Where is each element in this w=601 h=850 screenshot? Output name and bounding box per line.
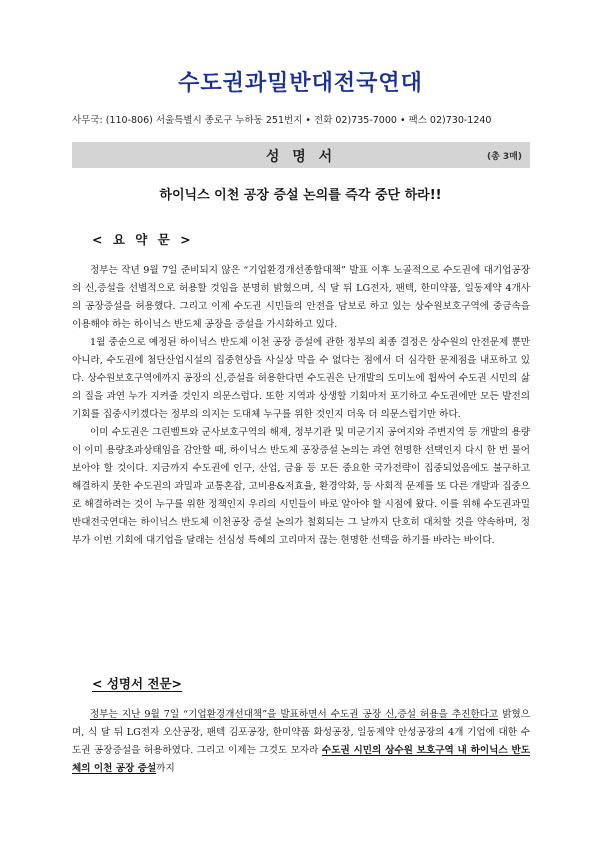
summary-label: < 요 약 문 > <box>92 232 194 247</box>
statement-banner <box>72 142 530 168</box>
underlined-text: 정부는 지난 9월 7일 “기업환경개선대책”을 발표하면서 수도권 공장 신,증설 허용을 추진한다고 <box>90 709 499 720</box>
summary-paragraph: 정부는 작년 9월 7일 준비되지 않은 “기업환경개선종합대책” 발표 이후 노골적으로 수도권에 대기업공장의 신,증설을 선별적으로 허용할 것임을 분명히 밝혔으며, 식 달 뒤 LG전자, 팬텍, 한미약품, 일동제약 4개사의 공장증설을 허용했다. 그리고 이제 수도권 시민들의 안전을 담보로 하고 있는 상수원보호구역에 중금속을 이용해야 하는 하이닉스 반도체 공장을 증설을 가시화하고 있다. <box>72 265 530 330</box>
body-text: 까지 <box>156 763 175 774</box>
summary-paragraph: 이미 수도권은 그린벨트와 군사보호구역의 해제, 정부기관 및 미군기지 공여지와 주변지역 등 개발의 용량이 이미 용량초과상태임을 감안할 때, 하이닉스 반도체 공장증설 논의는 과연 현명한 선택인지 다시 한 번 물어보아야 할 것이다. 지금까지 수도권에 인구, 산업, 금융 등 모든 중요한 국가전략이 집중되었음에도 불구하고 해결하지 못한 수도권의 과밀과 교통혼잡, 고비용&저효율, 환경악화, 등 사회적 문제를 또 다른 개발과 집중으로 해결하려는 것이 누구를 위한 정책인지 우리의 시민들이 바로 알아야 할 시점에 왔다. 이를 위해 수도권과밀반대전국연대는 하이닉스 반도체 이천공장 증설 논의가 철회되는 그 날까지 단호히 대처할 것을 약속하며, 정부가 이번 기회에 대기업을 달래는 선심성 특혜의 고리마저 끊는 현명한 선택을 하기를 바라는 바이다. <box>72 427 530 546</box>
page-count: (총 3매) <box>486 152 522 162</box>
full-text-paragraph <box>72 706 530 778</box>
statement-headline: 하이닉스 이천 공장 증설 논의를 즉각 중단 하라!! <box>159 188 442 203</box>
contact-info: 사무국: (110-806) 서울특별시 종로구 누하동 251번지 • 전화 02)735-7000 • 팩스 02)730-1240 <box>72 115 492 126</box>
body-text: 밝혔으며, 식 달 뒤 LG전자 오산공장, 팬텍 김포공장, 한미약품 화성공장, 일동제약 안성공장의 4개 기업에 대한 수도권 공장증설을 허용하였다. 그리고 이제는 그것도 모자라 <box>72 709 530 756</box>
statement-title: 성 명 서 <box>265 149 337 165</box>
organization-title: 수도권과밀반대전국연대 <box>178 71 423 96</box>
summary-body <box>72 262 530 550</box>
full-text-body <box>72 706 530 778</box>
summary-paragraph: 1월 중순으로 예정된 하이닉스 반도체 이천 공장 증설에 관한 정부의 최종 결정은 상수원의 안전문제 뿐만 아니라, 수도권에 첨단산업시설의 집중현상을 사실상 막을 수 없다는 점에서 더 심각한 문제점을 내포하고 있다. 상수원보호구역에까지 공장의 신,증설을 허용한다면 수도권은 난개발의 도미노에 휩싸여 수도권 시민의 삶의 질을 과연 누가 지켜줄 것인지 의문스럽다. 또한 지역과 상생할 기회마저 포기하고 수도권에만 모든 발전의 기회를 집중시키겠다는 정부의 의지는 도대체 누구를 위한 것인지 더욱 더 의문스럽기만 하다. <box>72 337 530 420</box>
full-text-label: < 성명서 전문> <box>92 676 183 691</box>
emphasized-text: 수도권 시민의 상수원 보호구역 내 하이닉스 반도체의 이천 공장 증설 <box>72 745 530 774</box>
